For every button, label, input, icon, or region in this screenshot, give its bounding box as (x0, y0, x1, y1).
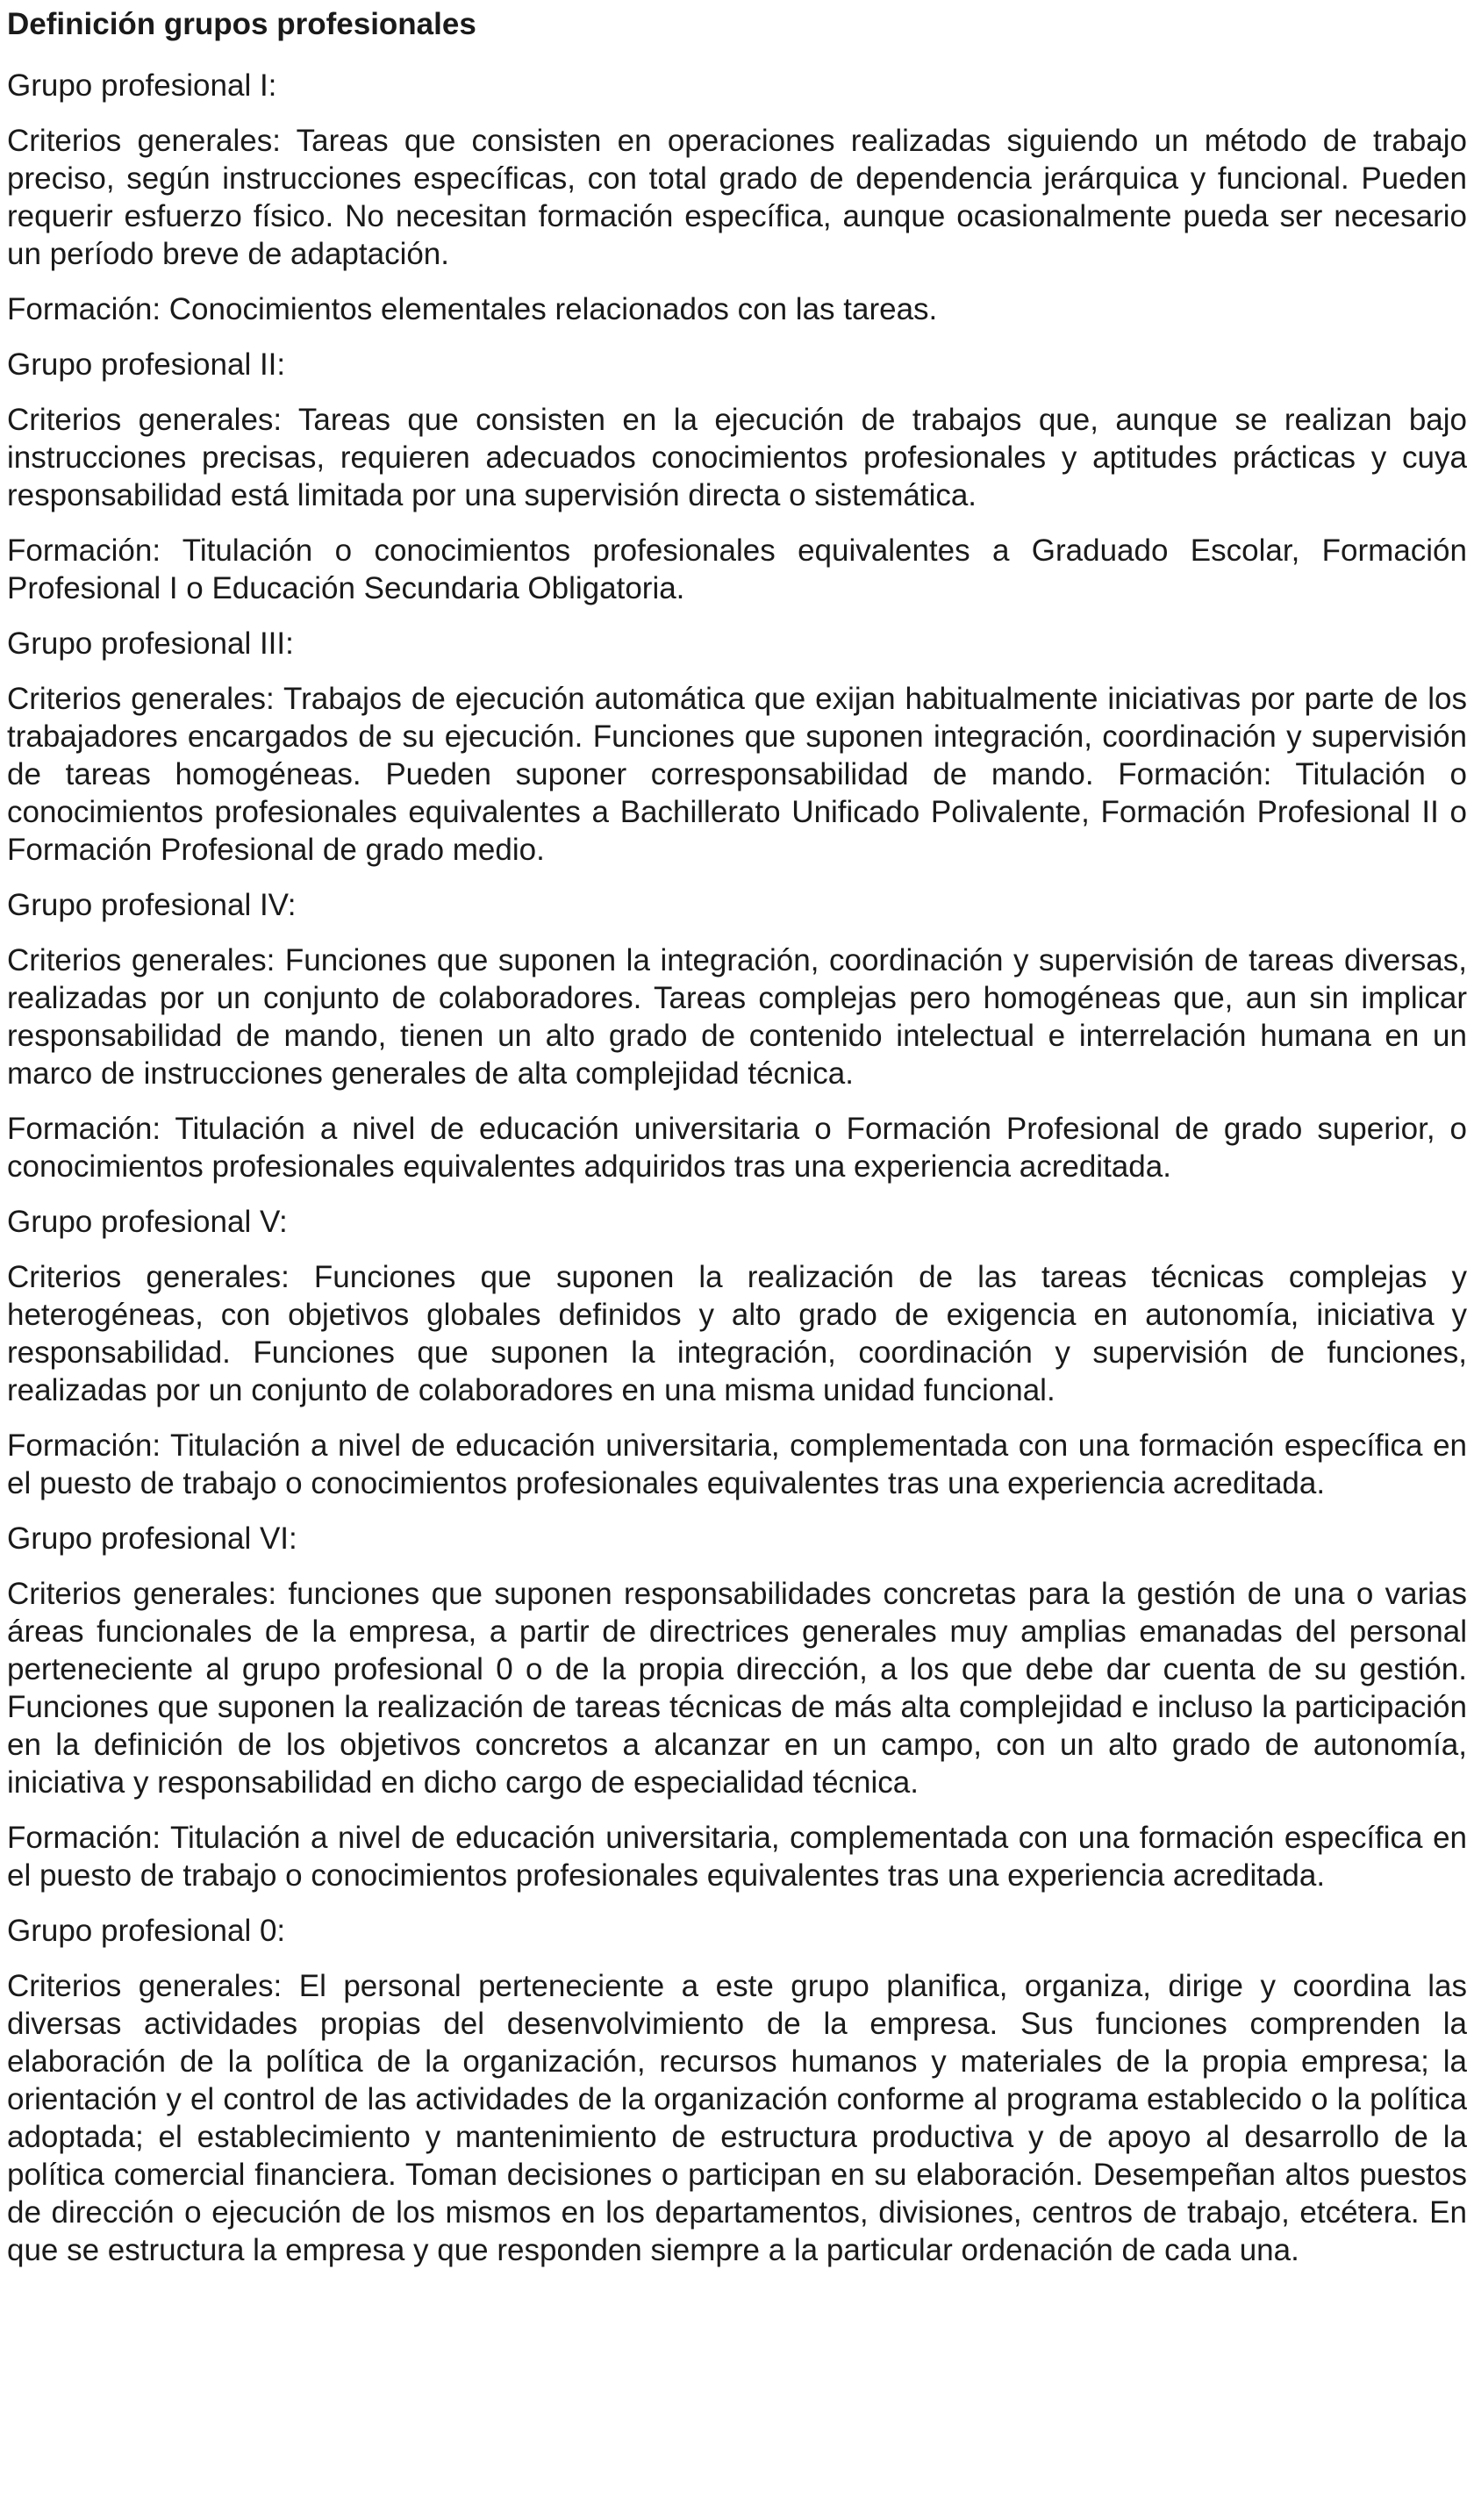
body-paragraph: Formación: Titulación a nivel de educación universitaria o Formación Profesional de grado superior, o conocimientos profesionales equivalentes adquiridos tras una experiencia acreditada. (7, 1112, 1467, 1184)
body-paragraph: Criterios generales: Trabajos de ejecución automática que exijan habitualmente iniciativas por parte de los trabajadores encargados de su ejecución. Funciones que suponen integración, coordinación y supervisión de tareas homogéneas. Pueden suponer corresponsabilidad de mando. Formación: Titulación o conocimientos profesionales equivalentes a Bachillerato Unificado Polivalente, Formación Profesional II o Formación Profesional de grado medio. (7, 682, 1467, 867)
group-heading: Grupo profesional I: (7, 68, 277, 103)
body-paragraph: Criterios generales: Tareas que consisten en la ejecución de trabajos que, aunque se realizan bajo instrucciones precisas, requieren adecuados conocimientos profesionales y aptitudes prácticas y cuya responsabilidad está limitada por una supervisión directa o sistemática. (7, 403, 1467, 512)
body-paragraph: Formación: Titulación a nivel de educación universitaria, complementada con una formación específica en el puesto de trabajo o conocimientos profesionales equivalentes tras una experiencia acreditada. (7, 1428, 1467, 1500)
group-heading: Grupo profesional II: (7, 347, 286, 382)
group-heading: Grupo profesional 0: (7, 1914, 286, 1948)
group-heading: Grupo profesional VI: (7, 1521, 297, 1556)
body-paragraph: Formación: Titulación a nivel de educación universitaria, complementada con una formación específica en el puesto de trabajo o conocimientos profesionales equivalentes tras una experiencia acreditada. (7, 1821, 1467, 1893)
body-paragraph: Criterios generales: funciones que suponen responsabilidades concretas para la gestión de una o varias áreas funcionales de la empresa, a partir de directrices generales muy amplias emanadas del personal perteneciente al grupo profesional 0 o de la propia dirección, a los que debe dar cuenta de su gestión. Funciones que suponen la realización de tareas técnicas de más alta complejidad e incluso la participación en la definición de los objetivos concretos a alcanzar en un campo, con un alto grado de autonomía, iniciativa y responsabilidad en dicho cargo de especialidad técnica. (7, 1577, 1467, 1800)
document-title: Definición grupos profesionales (7, 7, 476, 41)
group-heading: Grupo profesional V: (7, 1205, 288, 1239)
body-paragraph: Criterios generales: Funciones que suponen la integración, coordinación y supervisión de tareas diversas, realizadas por un conjunto de colaboradores. Tareas complejas pero homogéneas que, aun sin implicar responsabilidad de mando, tienen un alto grado de contenido intelectual e interrelación humana en un marco de instrucciones generales de alta complejidad técnica. (7, 943, 1467, 1091)
body-paragraph: Criterios generales: Funciones que suponen la realización de las tareas técnicas complejas y heterogéneas, con objetivos globales definidos y alto grado de exigencia en autonomía, iniciativa y responsabilidad. Funciones que suponen la integración, coordinación y supervisión de funciones, realizadas por un conjunto de colaboradores en una misma unidad funcional. (7, 1260, 1467, 1407)
body-paragraph: Criterios generales: El personal perteneciente a este grupo planifica, organiza, dirige y coordina las diversas actividades propias del desenvolvimiento de la empresa. Sus funciones comprenden la elaboración de la política de la organización, recursos humanos y materiales de la propia empresa; la orientación y el control de las actividades de la organización conforme al programa establecido o la política adoptada; el establecimiento y mantenimiento de estructura productiva y de apoyo al desarrollo de la política comercial financiera. Toman decisiones o participan en su elaboración. Desempeñan altos puestos de dirección o ejecución de los mismos en los departamentos, divisiones, centros de trabajo, etcétera. En que se estructura la empresa y que responden siempre a la particular ordenación de cada una. (7, 1969, 1467, 2267)
group-heading: Grupo profesional III: (7, 626, 294, 661)
body-paragraph: Formación: Conocimientos elementales relacionados con las tareas. (7, 292, 938, 326)
body-paragraph: Formación: Titulación o conocimientos profesionales equivalentes a Graduado Escolar, Formación Profesional I o Educación Secundaria Obligatoria. (7, 533, 1467, 605)
document-body (7, 67, 1467, 2269)
body-paragraph: Criterios generales: Tareas que consisten en operaciones realizadas siguiendo un método de trabajo preciso, según instrucciones específicas, con total grado de dependencia jerárquica y funcional. Pueden requerir esfuerzo físico. No necesitan formación específica, aunque ocasionalmente pueda ser necesario un período breve de adaptación. (7, 124, 1467, 271)
group-heading: Grupo profesional IV: (7, 888, 297, 922)
